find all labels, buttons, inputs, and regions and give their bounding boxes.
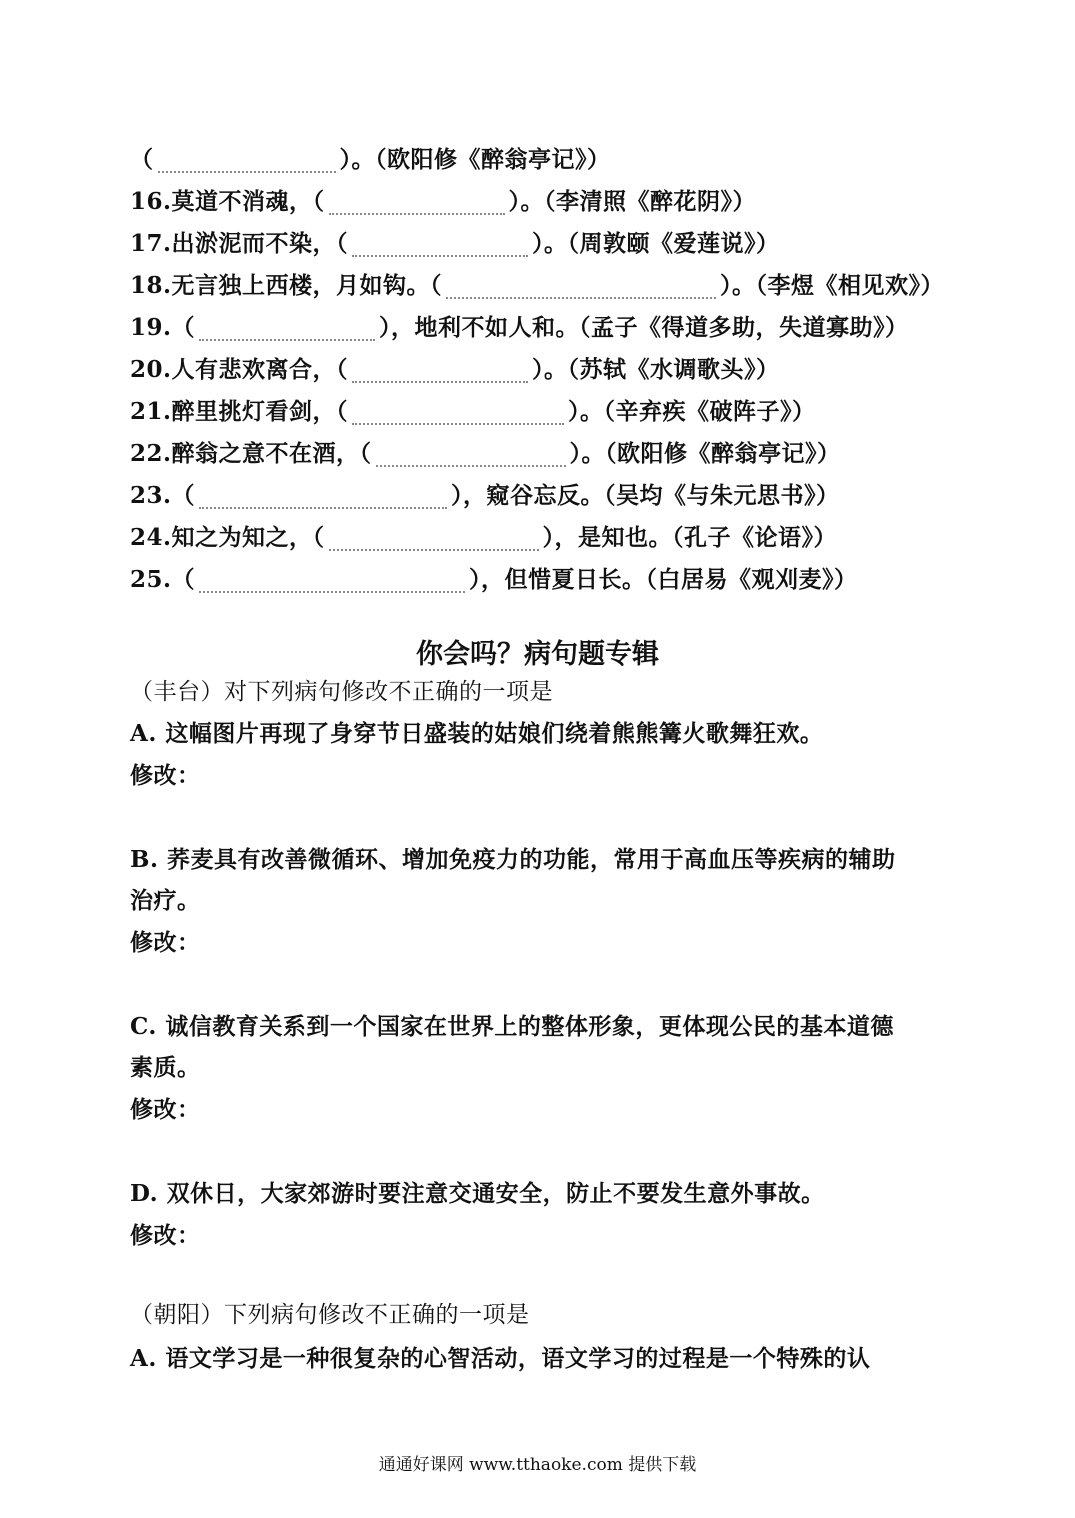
line-prefix: 16.莫道不消魂，（ bbox=[130, 188, 325, 215]
line-prefix: 24.知之为知之，（ bbox=[130, 524, 325, 551]
option-a: A. 语文学习是一种很复杂的心智活动，语文学习的过程是一个特殊的认 bbox=[130, 1345, 871, 1372]
answer-blank[interactable] bbox=[199, 485, 447, 509]
fill-in-line bbox=[130, 145, 611, 175]
line-suffix: ）。（欧阳修《醉翁亭记》） bbox=[569, 440, 841, 467]
answer-blank[interactable] bbox=[352, 401, 564, 425]
option-c: C. 诚信教育关系到一个国家在世界上的整体形象，更体现公民的基本道德 bbox=[130, 1013, 894, 1040]
line-suffix: ），但惜夏日长。（白居易《观刈麦》） bbox=[469, 566, 858, 593]
answer-blank[interactable] bbox=[199, 569, 465, 593]
fill-in-line bbox=[130, 187, 756, 217]
answer-blank[interactable] bbox=[199, 317, 375, 341]
option-d: D. 双休日，大家郊游时要注意交通安全，防止不要发生意外事故。 bbox=[130, 1180, 825, 1207]
line-suffix: ）。（李清照《醉花阴》） bbox=[508, 188, 757, 215]
line-suffix: ）。（周敦颐《爱莲说》） bbox=[532, 230, 780, 257]
fill-in-line bbox=[130, 481, 840, 511]
line-prefix: 25.（ bbox=[130, 566, 196, 593]
answer-blank[interactable] bbox=[329, 191, 505, 215]
fix-label: 修改： bbox=[130, 1222, 201, 1249]
option-a: A. 这幅图片再现了身穿节日盛装的姑娘们绕着熊熊篝火歌舞狂欢。 bbox=[130, 720, 824, 747]
line-prefix: 19.（ bbox=[130, 314, 196, 341]
line-suffix: ）。（苏轼《水调歌头》） bbox=[532, 356, 780, 383]
option-b: B. 荞麦具有改善微循环、增加免疫力的功能，常用于高血压等疾病的辅助 bbox=[130, 846, 896, 873]
answer-blank[interactable] bbox=[158, 149, 336, 173]
line-prefix: （ bbox=[130, 146, 154, 173]
option-c-continued: 素质。 bbox=[130, 1054, 201, 1081]
fill-in-line bbox=[130, 565, 858, 595]
line-prefix: 18.无言独上西楼，月如钩。（ bbox=[130, 272, 443, 299]
fill-in-line bbox=[130, 355, 780, 385]
line-prefix: 17.出淤泥而不染，（ bbox=[130, 230, 349, 257]
line-prefix: 20.人有悲欢离合，（ bbox=[130, 356, 349, 383]
line-suffix: ）。（欧阳修《醉翁亭记》） bbox=[339, 146, 611, 173]
line-suffix: ），是知也。（孔子《论语》） bbox=[542, 524, 838, 551]
fill-in-line bbox=[130, 229, 780, 259]
line-prefix: 23.（ bbox=[130, 482, 196, 509]
question-header: （丰台）对下列病句修改不正确的一项是 bbox=[130, 679, 553, 705]
page-footer: 通通好课网 www.tthaoke.com 提供下载 bbox=[378, 1455, 697, 1475]
line-suffix: ），窥谷忘反。（吴均《与朱元思书》） bbox=[451, 482, 840, 509]
answer-blank[interactable] bbox=[376, 443, 566, 467]
fill-in-line bbox=[130, 523, 837, 553]
answer-blank[interactable] bbox=[352, 233, 528, 257]
fill-in-line bbox=[130, 271, 944, 301]
fill-in-line bbox=[130, 439, 841, 469]
fix-label: 修改： bbox=[130, 762, 201, 789]
answer-blank[interactable] bbox=[352, 359, 528, 383]
option-b-continued: 治疗。 bbox=[130, 887, 201, 914]
line-prefix: 22.醉翁之意不在酒，（ bbox=[130, 440, 372, 467]
answer-blank[interactable] bbox=[329, 527, 539, 551]
fill-in-line bbox=[130, 397, 816, 427]
line-suffix: ），地利不如人和。（孟子《得道多助，失道寡助》） bbox=[379, 314, 909, 341]
fill-in-line bbox=[130, 313, 909, 343]
fix-label: 修改： bbox=[130, 1096, 201, 1123]
question-header: （朝阳）下列病句修改不正确的一项是 bbox=[130, 1302, 530, 1328]
line-suffix: ）。（李煜《相见欢》） bbox=[720, 272, 945, 299]
fix-label: 修改： bbox=[130, 929, 201, 956]
line-prefix: 21.醉里挑灯看剑，（ bbox=[130, 398, 349, 425]
line-suffix: ）。（辛弃疾《破阵子》） bbox=[568, 398, 816, 425]
section-title: 你会吗？病句题专辑 bbox=[416, 639, 659, 670]
answer-blank[interactable] bbox=[446, 275, 716, 299]
